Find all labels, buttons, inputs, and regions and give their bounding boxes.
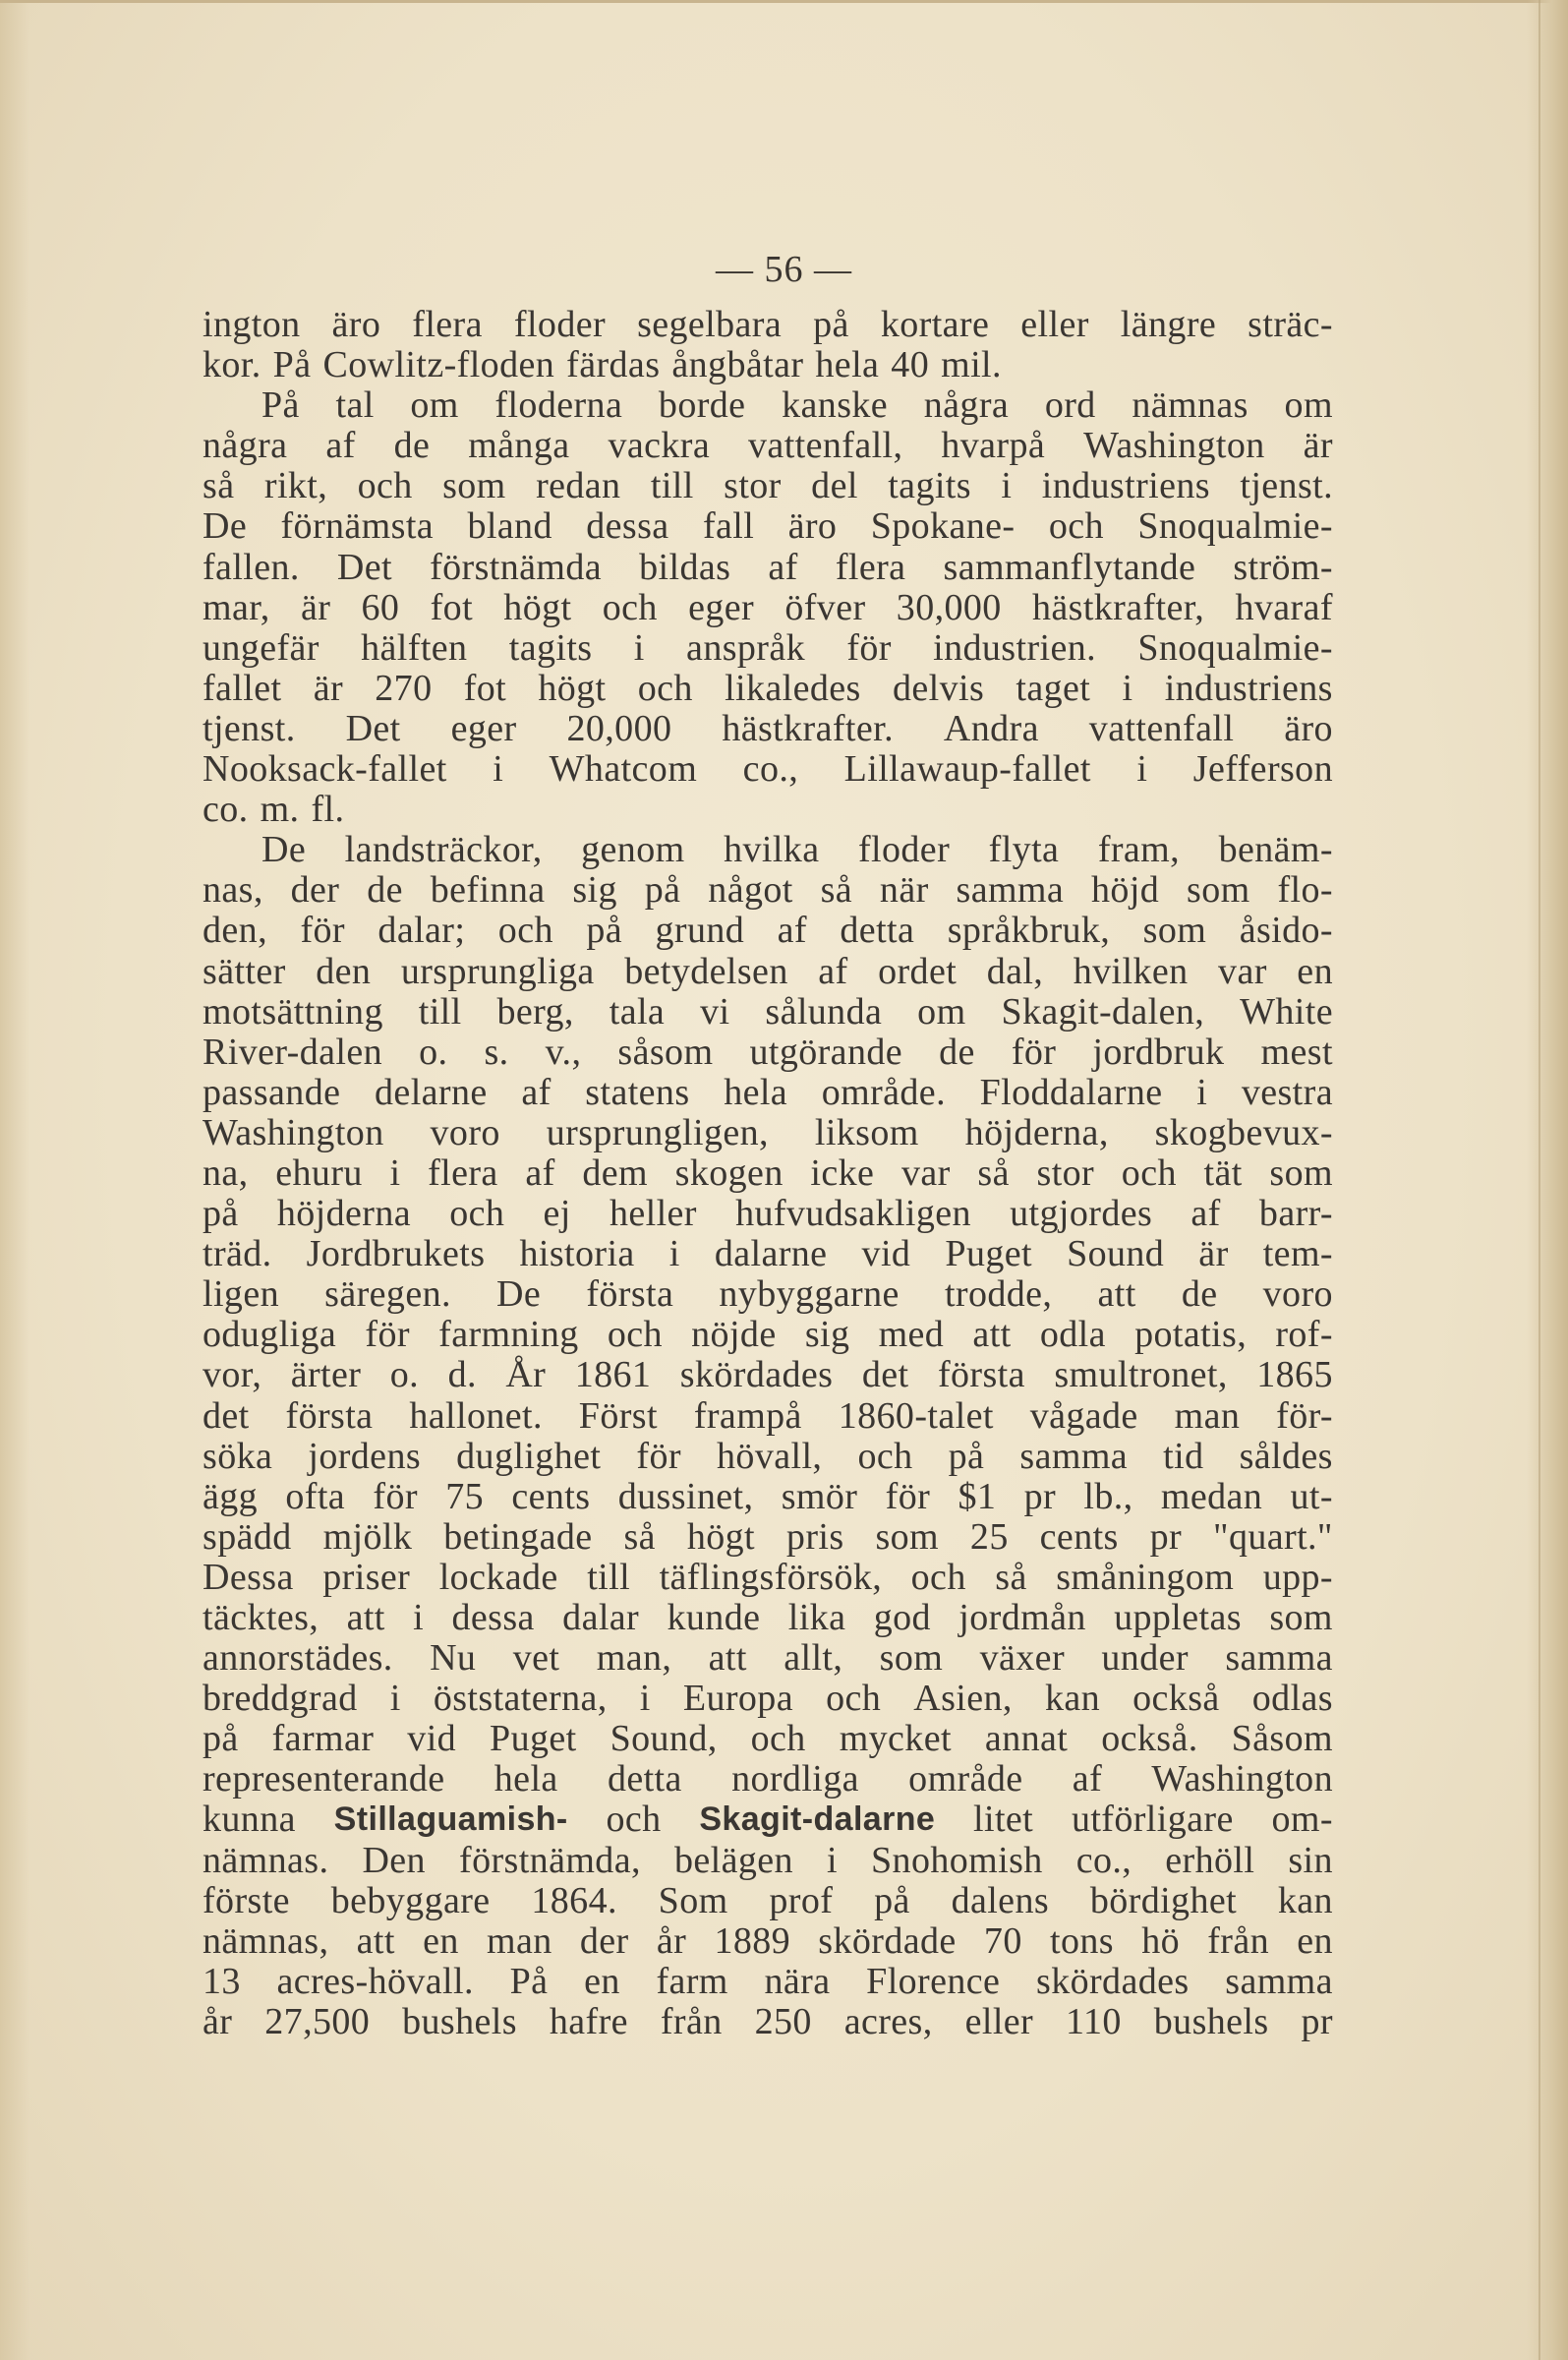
- text-line: det första hallonet. Först frampå 1860-talet vågade man för-: [203, 1394, 1333, 1437]
- text-line: De förnämsta bland dessa fall äro Spokane- och Snoqualmie-: [203, 505, 1333, 548]
- text-line: representerande hela detta nordliga område af Washington: [203, 1758, 1333, 1800]
- text-line: tjenst. Det eger 20,000 hästkrafter. Andra vattenfall äro: [203, 707, 1333, 749]
- text-line: mar, är 60 fot högt och eger öfver 30,000 hästkrafter, hvaraf: [203, 586, 1333, 628]
- text-line: På tal om floderna borde kanske några ord nämnas om: [261, 384, 1333, 427]
- text-line: De landsträckor, genom hvilka floder flyta fram, benäm-: [261, 829, 1333, 871]
- text-line: breddgrad i öststaterna, i Europa och Asien, kan också odlas: [203, 1678, 1333, 1720]
- text-line: 13 acres-hövall. På en farm nära Florence skördades samma: [203, 1960, 1333, 2002]
- spine-shadow: [0, 0, 29, 2360]
- text-line: na, ehuru i flera af dem skogen icke var så stor och tät som: [203, 1151, 1333, 1194]
- text-line: fallen. Det förstnämda bildas af flera sammanflytande ström-: [203, 546, 1333, 588]
- text-line: sätter den ursprungliga betydelsen af ordet dal, hvilken var en: [203, 950, 1333, 992]
- text-line: nämnas, att en man der år 1889 skördade 70 tons hö från en: [203, 1919, 1333, 1962]
- text-line: på höjderna och ej heller hufvudsakligen utgjordes af barr-: [203, 1193, 1333, 1235]
- text-line: så rikt, och som redan till stor del tagits i industriens tjenst.: [203, 465, 1333, 507]
- text-line: söka jordens duglighet för hövall, och på samma tid såldes: [203, 1435, 1333, 1477]
- text-line: den, för dalar; och på grund af detta språkbruk, som åsido-: [203, 910, 1333, 952]
- text-line: täcktes, att i dessa dalar kunde lika god jordmån uppletas som: [203, 1597, 1333, 1638]
- text-line: förste bebyggare 1864. Som prof på dalens bördighet kan: [203, 1879, 1333, 1921]
- text-line: kor. På Cowlitz-floden färdas ångbåtar hela 40 mil.: [203, 344, 1002, 386]
- text-line: Nooksack-fallet i Whatcom co., Lillawaup-fallet i Jefferson: [203, 748, 1333, 791]
- page-edge-rule: [1539, 0, 1540, 2360]
- text-line: ungefär hälften tagits i anspråk för industrien. Snoqualmie-: [203, 626, 1333, 669]
- text-line: annorstädes. Nu vet man, att allt, som växer under samma: [203, 1637, 1333, 1680]
- page-number: — 56 —: [716, 249, 852, 290]
- text-line: nas, der de befinna sig på något så när samma höjd som flo-: [203, 869, 1333, 912]
- top-edge: [0, 0, 1568, 3]
- text-line: ligen säregen. De första nybyggarne trodde, att de voro: [203, 1273, 1333, 1316]
- text-line: odugliga för farmning och nöjde sig med att odla potatis, rof-: [203, 1314, 1333, 1356]
- text-line: River-dalen o. s. v., såsom utgörande de för jordbruk mest: [203, 1031, 1333, 1073]
- text-line: fallet är 270 fot högt och likaledes delvis taget i industriens: [203, 667, 1333, 709]
- text-line: på farmar vid Puget Sound, och mycket annat också. Såsom: [203, 1718, 1333, 1760]
- text-line: passande delarne af statens hela område. Floddalarne i vestra: [203, 1071, 1333, 1113]
- text-line: ington äro flera floder segelbara på kortare eller längre sträc-: [203, 304, 1333, 345]
- text-line: träd. Jordbrukets historia i dalarne vid Puget Sound är tem-: [203, 1233, 1333, 1275]
- text-line: co. m. fl.: [203, 789, 345, 831]
- text-line: år 27,500 bushels hafre från 250 acres, eller 110 bushels pr: [203, 2000, 1333, 2042]
- text-line: Dessa priser lockade till täflingsförsök, och så småningom upp-: [203, 1556, 1333, 1598]
- page-edge: [1527, 0, 1568, 2360]
- text-line: nämnas. Den förstnämda, belägen i Snohomish co., erhöll sin: [203, 1839, 1333, 1881]
- text-line: kunna Stillaguamish- och Skagit-dalarne litet utförligare om-: [203, 1799, 1333, 1841]
- text-line: vor, ärter o. d. År 1861 skördades det första smultronet, 1865: [203, 1354, 1333, 1396]
- text-line: Washington voro ursprungligen, liksom höjderna, skogbevux-: [203, 1111, 1333, 1153]
- text-line: ägg ofta för 75 cents dussinet, smör för $1 pr lb., medan ut-: [203, 1475, 1333, 1517]
- body-text: [203, 305, 1333, 2042]
- text-line: några af de många vackra vattenfall, hvarpå Washington är: [203, 425, 1333, 467]
- text-line: spädd mjölk betingade så högt pris som 25 cents pr "quart.": [203, 1515, 1333, 1558]
- text-line: motsättning till berg, tala vi sålunda om Skagit-dalen, White: [203, 990, 1333, 1032]
